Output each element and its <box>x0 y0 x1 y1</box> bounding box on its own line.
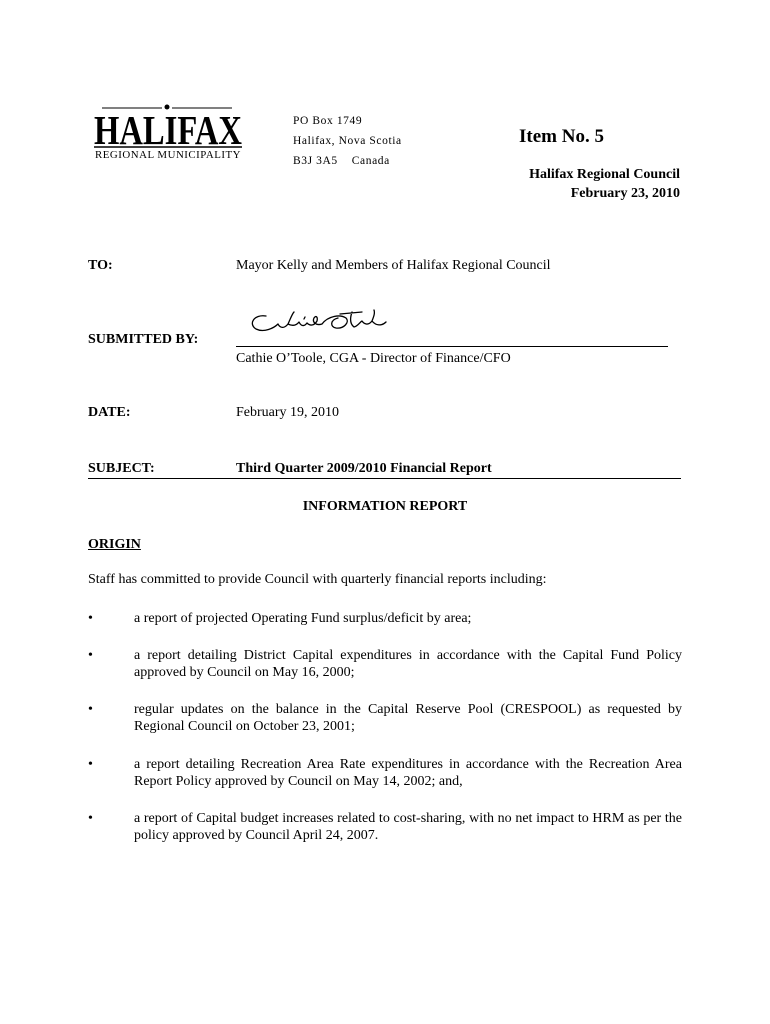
list-item-text: a report of projected Operating Fund surplus/deficit by area; <box>134 611 472 626</box>
bullet-icon: • <box>88 648 93 663</box>
list-item <box>88 647 682 681</box>
origin-intro: Staff has committed to provide Council with quarterly financial reports including: <box>88 572 547 587</box>
to-label: TO: <box>88 258 113 273</box>
bullet-icon: • <box>88 757 93 772</box>
submitted-by-label: SUBMITTED BY: <box>88 332 199 347</box>
item-number: Item No. 5 <box>519 126 604 147</box>
list-item-text: a report of Capital budget increases related to cost-sharing, with no net impact to HRM as per the policy approved by Council April 24, 2007. <box>134 811 682 843</box>
list-item <box>88 756 682 790</box>
signature <box>244 302 394 342</box>
halifax-logo-graphic <box>92 100 252 164</box>
subject-label: SUBJECT: <box>88 461 155 476</box>
bullet-icon: • <box>88 611 93 626</box>
list-item <box>88 610 682 627</box>
address-country: Canada <box>351 155 390 167</box>
submitted-by-value: Cathie O’Toole, CGA - Director of Finance/CFO <box>236 351 511 366</box>
subject-value: Third Quarter 2009/2010 Financial Report <box>236 461 492 476</box>
list-item <box>88 701 682 735</box>
list-item-text: a report detailing District Capital expenditures in accordance with the Capital Fund Policy approved by Council on May 16, 2000; <box>134 648 682 680</box>
address-postal-row <box>293 151 402 171</box>
address-line1: PO Box 1749 <box>293 115 363 127</box>
halifax-logo <box>92 100 252 164</box>
date-value: February 19, 2010 <box>236 405 340 420</box>
meeting-date: February 23, 2010 <box>570 186 680 201</box>
bullet-icon: • <box>88 811 93 826</box>
signature-graphic <box>244 302 394 342</box>
list-item <box>88 810 682 844</box>
report-type: INFORMATION REPORT <box>302 499 468 514</box>
logo-subtitle: REGIONAL MUNICIPALITY <box>95 150 241 161</box>
address-block <box>293 111 402 171</box>
signature-line <box>236 346 668 347</box>
address-postal: B3J 3A5 <box>293 155 338 167</box>
list-item-text: a report detailing Recreation Area Rate expenditures in accordance with the Recreation Area Report Policy approved by Council on May 14, 2002; and, <box>134 757 682 789</box>
origin-heading: ORIGIN <box>88 537 141 552</box>
subject-underline <box>88 478 681 479</box>
meeting-body: Halifax Regional Council <box>529 167 680 182</box>
address-line2: Halifax, Nova Scotia <box>293 135 402 147</box>
bullet-icon: • <box>88 702 93 717</box>
date-label: DATE: <box>88 405 131 420</box>
meeting-info <box>529 165 680 203</box>
to-value: Mayor Kelly and Members of Halifax Regional Council <box>236 258 551 273</box>
logo-wordmark: HALIFAX <box>94 107 243 153</box>
list-item-text: regular updates on the balance in the Capital Reserve Pool (CRESPOOL) as requested by Regional Council on October 23, 2001; <box>134 702 682 734</box>
